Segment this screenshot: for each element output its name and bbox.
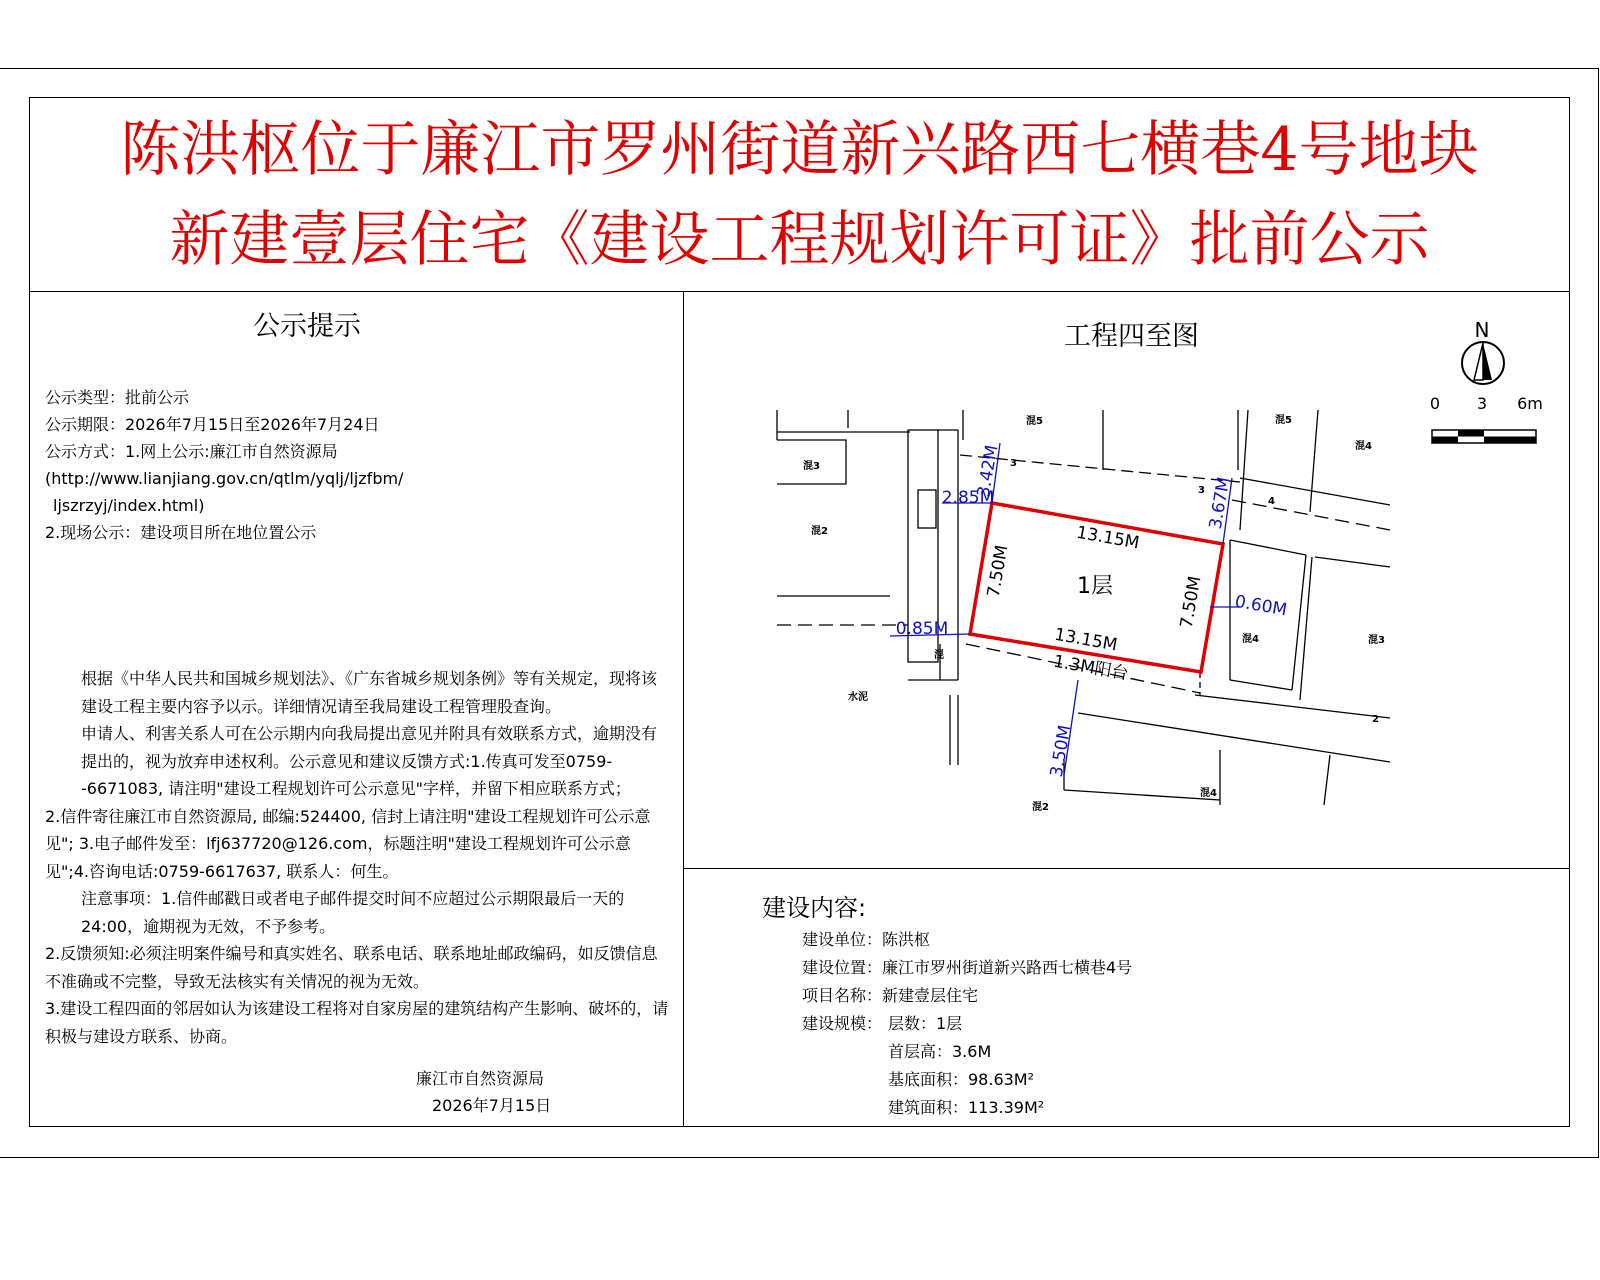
- notice-paragraph-5: 2.反馈须知:必须注明案件编号和真实姓名、联系电话、联系地址邮政编码，如反馈信息不准确或不完整，导致无法核实有关情况的视为无效。: [45, 944, 658, 991]
- notice-date: 2026年7月15日: [432, 1096, 552, 1115]
- neighbor-label: 混2: [811, 526, 828, 537]
- neighbor-label: 3: [1010, 458, 1017, 469]
- dim-right-setback: 0.60M: [1233, 591, 1289, 621]
- neighbor-label: 混4: [1355, 441, 1372, 452]
- neighbor-label: 混4: [1242, 634, 1259, 645]
- notice-heading: 公示提示: [253, 311, 361, 342]
- dim-balcony: 1.3M阳台: [1051, 651, 1130, 685]
- dim-right: 7.50M: [1176, 574, 1206, 630]
- neighbor-label: 混5: [1026, 416, 1043, 427]
- neighbor-label: 4: [1268, 496, 1275, 507]
- neighbor-label: 混3: [1368, 635, 1385, 646]
- neighbor-label: 混4: [1200, 788, 1217, 799]
- title-line-1: 陈洪枢位于廉江市罗州街道新兴路西七横巷4号地块: [120, 115, 1479, 185]
- north-arrow-icon: [1462, 342, 1504, 384]
- notice-url-line-1[interactable]: (http://www.lianjiang.gov.cn/qtlm/yqlj/ljzfbm/: [45, 469, 404, 488]
- dim-left: 7.50M: [983, 543, 1013, 599]
- neighbor-label: 3: [1198, 485, 1205, 496]
- map-heading: 工程四至图: [1064, 321, 1199, 352]
- dim-bottom-setback: 3.50M: [1046, 723, 1076, 779]
- neighbor-labels: [803, 413, 1385, 813]
- notice-site: 2.现场公示：建设项目所在地位置公示: [45, 523, 317, 542]
- floor-label: 1层: [1077, 574, 1113, 599]
- construction-project: 项目名称：新建壹层住宅: [802, 986, 979, 1005]
- construction-location: 建设位置：廉江市罗州街道新兴路西七横巷4号: [802, 958, 1133, 977]
- construction-unit: 建设单位：陈洪枢: [802, 930, 931, 949]
- notice-url-line-2[interactable]: ljszrzyj/index.html): [53, 496, 205, 515]
- dim-bottom: 13.15M: [1052, 624, 1119, 656]
- neighbor-label: 混: [934, 650, 944, 661]
- notice-paragraph-6: 3.建设工程四面的邻居如认为该建设工程将对自家房屋的建筑结构产生影响、破坏的，请积极与建设方联系、协商。: [45, 999, 669, 1046]
- scale-label-3: 3: [1476, 394, 1488, 413]
- scale-label-0: 0: [1429, 394, 1441, 413]
- construction-heading: 建设内容:: [762, 894, 867, 922]
- notice-body: [45, 665, 670, 1050]
- construction-floor-area: 建筑面积：113.39M²: [888, 1098, 1045, 1117]
- notice-paragraph-1: 根据《中华人民共和国城乡规划法》、《广东省城乡规划条例》等有关规定，现将该建设工程主要内容予以示。详细情况请至我局建设工程管理股查询。: [81, 669, 658, 716]
- construction-floors: 层数：1层: [888, 1014, 963, 1033]
- neighbor-label: 混3: [803, 461, 820, 472]
- notice-method: 公示方式：1.网上公示:廉江市自然资源局: [45, 442, 338, 461]
- plot-dimensions: [984, 523, 1206, 685]
- neighbor-label: 水泥: [848, 692, 868, 703]
- construction-base-area: 基底面积：98.63M²: [888, 1070, 1035, 1089]
- notice-paragraph-2: 申请人、利害关系人可在公示期内向我局提出意见并附具有效联系方式，逾期没有提出的，视为放弃申述权利。公示意见和建议反馈方式:1.传真可发至0759--6671083, 请注明"建设工程规划许可公示意见"字样，并留下相应联系方式；: [81, 724, 658, 798]
- map-content-divider: [683, 868, 1570, 869]
- neighbor-buildings: [777, 410, 1390, 805]
- notice-agency: 廉江市自然资源局: [416, 1069, 545, 1088]
- dim-left-bottom: 0.85M: [895, 619, 949, 639]
- notice-paragraph-3: 2.信件寄往廉江市自然资源局, 邮编:524400, 信封上请注明"建设工程规划许可公示意见"; 3.电子邮件发至：lfj637720@126.com，标题注明"建设工程规划许可公示意见";4.咨询电话:0759-6617637, 联系人：何生。: [45, 806, 651, 881]
- dim-left-top: 2.85M: [941, 488, 995, 508]
- neighbor-label: 2: [1372, 714, 1379, 725]
- scale-bar: [1430, 394, 1543, 443]
- construction-scale-label: 建设规模：: [802, 1014, 883, 1033]
- construction-height: 首层高：3.6M: [888, 1042, 992, 1061]
- dim-top-right-setback: 3.67M: [1205, 475, 1235, 531]
- title-line-2: 新建壹层住宅《建设工程规划许可证》批前公示: [169, 205, 1430, 275]
- north-label: N: [1474, 318, 1490, 342]
- notice-paragraph-4: 注意事项：1.信件邮戳日或者电子邮件提交时间不应超过公示期限最后一天的24:00，逾期视为无效，不予参考。: [81, 889, 625, 936]
- dim-top-setback: 3.42M: [973, 443, 1003, 499]
- neighbor-label: 混5: [1275, 415, 1292, 426]
- neighbor-label: 混2: [1032, 802, 1049, 813]
- notice-period: 公示期限：2026年7月15日至2026年7月24日: [45, 415, 380, 434]
- notice-type: 公示类型：批前公示: [45, 388, 190, 407]
- dim-top: 13.15M: [1074, 522, 1141, 554]
- title-area: [29, 97, 1570, 292]
- site-map: [684, 293, 1570, 867]
- scale-label-6: 6m: [1517, 394, 1543, 413]
